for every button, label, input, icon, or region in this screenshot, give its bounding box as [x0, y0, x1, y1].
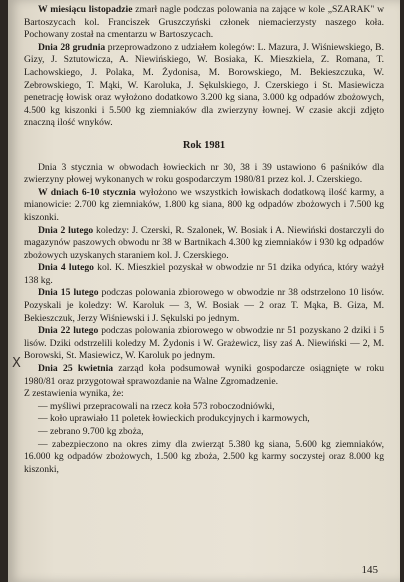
- paragraph-december: [24, 42, 384, 130]
- paragraph-november: [24, 4, 384, 42]
- page-content: [24, 4, 384, 476]
- date-lead: W miesiącu listopadzie: [38, 4, 133, 15]
- paragraph-text: zarząd koła podsumował wyniki gospodarcze osiągnięte w roku 1980/81 oraz przygotował sprawozdanie na Walne Zgromadzenie.: [24, 363, 384, 387]
- paragraph-15-february: [24, 287, 384, 325]
- paragraph-text: kol. K. Mieszkiel pozyskał w obwodzie nr 51 dzika odyńca, który ważył 138 kg.: [24, 262, 384, 286]
- paragraph-text: przeprowadzono z udziałem kolegów: L. Mazura, J. Wiśniewskiego, B. Gizy, J. Sztutowicza, A. Niewińskiego, W. Bosiaka, K. Mieszkiela, Z. Romana, T. Lachowskiego, J. Polaka, M. Żydonisa, M. Borowskiego, M. Bekieszczuka, W. Zebrowskiego, T. Mąki, W. Karoluka, J. Sękulskiego, J. Czerskiego i St. Masiewicza penetrację łowisk oraz wyłożono dodatkowo 3.200 kg siana, 3.000 kg odpadów zbożowych, 4.500 kg kiszonki i 5.500 kg ziemniaków dla zwierzyny łownej. W czasie akcji zdjęto znaczną ilość wnyków.: [24, 41, 384, 129]
- date-lead: W dniach 6-10 stycznia: [38, 186, 136, 198]
- paragraph-text: podczas polowania zbiorowego w obwodzie nr 38 odstrzelono 10 lisów. Pozyskali je koledzy: W. Karoluk — 3, W. Bosiak — 2 oraz T. Mąka, B. Giza, M. Bekieszczuk, Jerzy Wiśniewski i J. Sękulski po jednym.: [24, 287, 384, 324]
- paragraph-22-february: [24, 325, 384, 363]
- paragraph-text: podczas polowania zbiorowego w obwodzie nr 51 pozyskano 2 dziki i 5 lisów. Dziki odstrzelili koledzy M. Żydonis i W. Grażewicz, lisy zaś A. Niewiński — 2, M. Borowski, St. Masiewicz, W. Karoluk po jednym.: [24, 325, 385, 362]
- paragraph-text: koledzy: J. Czerski, R. Szalonek, W. Bosiak i A. Niewiński dostarczyli do magazynów paszowych obwodu nr 38 w Bartnikach 4.300 kg ziemniaków i 930 kg odpadów zbożowych uzyskanych staraniem kol. J. Czerskiego.: [24, 224, 384, 261]
- list-intro: Z zestawienia wynika, że:: [24, 388, 124, 400]
- page-number: 145: [361, 564, 378, 576]
- list-item: — zebrano 9.700 kg zboża,: [38, 426, 144, 437]
- date-lead: Dnia 15 lutego: [38, 287, 99, 299]
- date-lead: Dnia 22 lutego: [38, 325, 99, 337]
- paragraph-text: wyłożono we wszystkich łowiskach dodatkową ilość karmy, a mianowicie: 2.700 kg ziemniaków, 1.800 kg siana, 800 kg odpadów zbożowych i 7.500 kg kiszonki.: [24, 186, 385, 223]
- date-lead: Dnia 4 lutego: [38, 262, 94, 274]
- paragraph-text: zmarł nagle podczas polowania na zające w kole „SZARAK" w Bartoszycach kol. Franciszek Gruszczyński członek niemacierzysty naszego koła. Pochowany został na cmentarzu w Bartoszycach.: [24, 4, 384, 41]
- paragraph-25-april: [24, 363, 384, 388]
- list-item: — zabezpieczono na okres zimy dla zwierząt 5.380 kg siana, 5.600 kg ziemniaków, 16.000 kg odpadów zbożowych, 1.500 kg zboża, 2.500 kg karmy soczystej oraz 8.000 kg kiszonki,: [24, 438, 384, 475]
- paragraph-4-february: [24, 262, 384, 287]
- paragraph-2-february: [24, 225, 384, 263]
- list-item: — koło uprawiało 11 poletek łowieckich produkcyjnych i karmowych,: [38, 413, 310, 425]
- date-lead: Dnia 28 grudnia: [38, 41, 106, 53]
- handwritten-margin-mark: X: [12, 356, 21, 371]
- list-item: — myśliwi przepracowali na rzecz koła 573 roboczodniówki,: [38, 400, 275, 412]
- year-heading: Rok 1981: [182, 139, 226, 151]
- paragraph-3-january: Dnia 3 stycznia w obwodach łowieckich nr 30, 38 i 39 ustawiono 6 paśników dla zwierzyny płowej wykonanych w roku gospodarczym 1980/81 przez kol. J. Czerskiego.: [24, 161, 384, 186]
- paragraph-6-10-january: [24, 187, 384, 225]
- date-lead: Dnia 2 lutego: [38, 224, 94, 236]
- summary-list: [24, 388, 384, 476]
- book-page: [8, 0, 400, 582]
- date-lead: Dnia 25 kwietnia: [38, 363, 114, 375]
